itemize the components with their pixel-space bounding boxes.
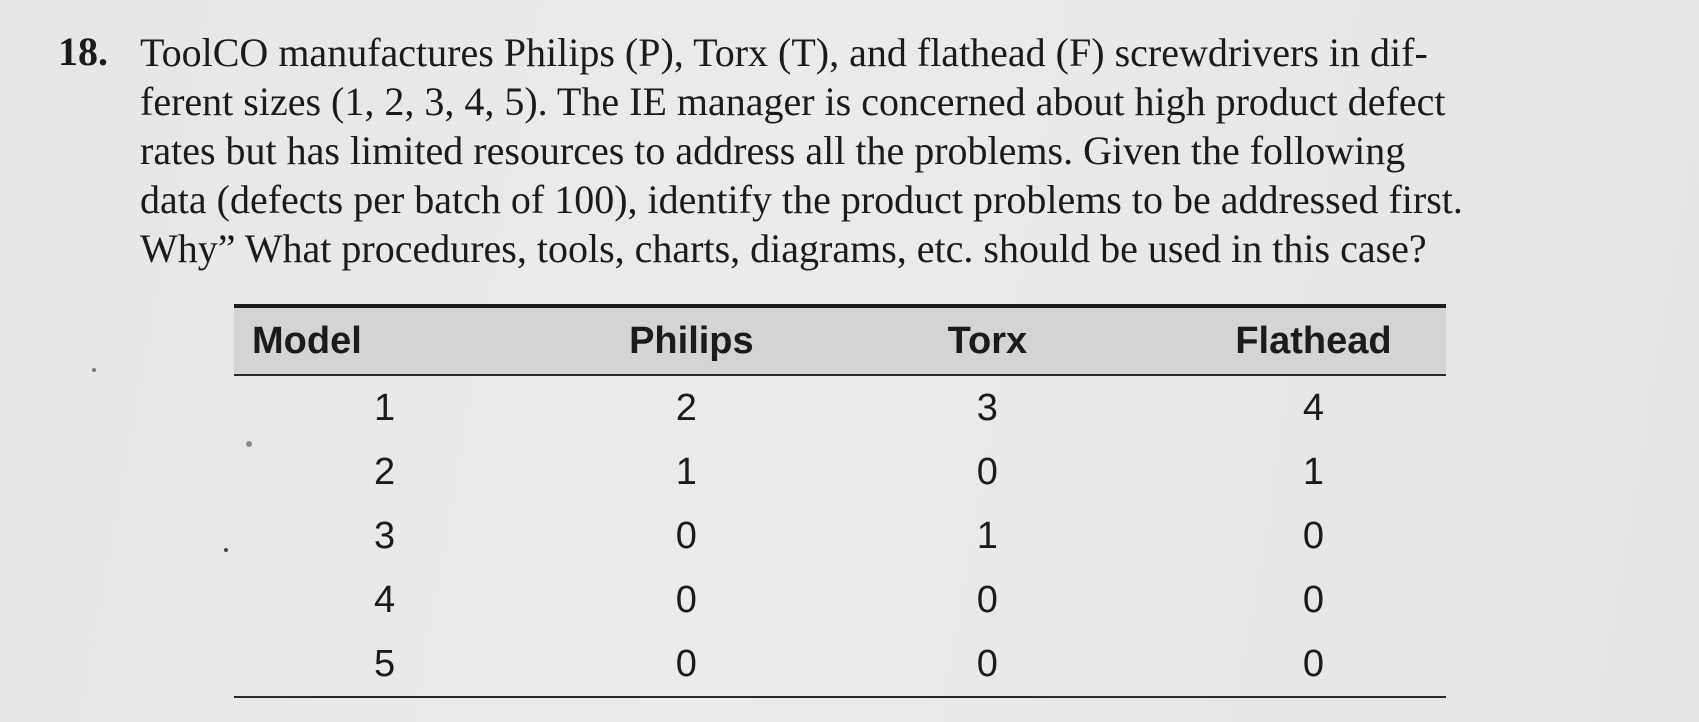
- paper-speck: [246, 441, 252, 447]
- problem-line-4: data (defects per batch of 100), identify the product problems to be addressed first.: [140, 177, 1463, 222]
- cell-flathead: 0: [1302, 514, 1324, 557]
- problem-line-3: rates but has limited resources to address all the problems. Given the following: [140, 128, 1406, 173]
- header-model: Model: [234, 306, 525, 375]
- cell-model: 1: [374, 386, 396, 429]
- table-row: [234, 375, 1446, 440]
- header-philips: Philips: [525, 306, 828, 375]
- cell-torx: 3: [976, 386, 998, 429]
- cell-torx: 0: [976, 450, 998, 493]
- cell-philips: 1: [675, 450, 697, 493]
- cell-torx: 1: [976, 514, 998, 557]
- paper-speck: [92, 368, 96, 372]
- header-torx: Torx: [828, 306, 1131, 375]
- table-header-row: [234, 306, 1446, 375]
- cell-flathead: 0: [1302, 578, 1324, 621]
- cell-model: 2: [374, 450, 396, 493]
- paper-speck: [224, 548, 228, 552]
- problem-number: 18.: [58, 29, 108, 74]
- table-row: [234, 504, 1446, 568]
- cell-torx: 0: [828, 632, 1131, 697]
- table-row: [234, 568, 1446, 632]
- cell-flathead: 4: [1302, 386, 1324, 429]
- problem-line-1: ToolCO manufactures Philips (P), Torx (T), and flathead (F) screwdrivers in dif-: [140, 30, 1428, 75]
- problem-statement: [140, 28, 1620, 273]
- cell-flathead: 0: [1131, 632, 1446, 697]
- cell-model: 4: [374, 578, 396, 621]
- cell-philips: 0: [675, 578, 697, 621]
- cell-philips: 2: [675, 386, 697, 429]
- problem-line-5: Why” What procedures, tools, charts, diagrams, etc. should be used in this case?: [140, 226, 1427, 271]
- problem-line-2: ferent sizes (1, 2, 3, 4, 5). The IE manager is concerned about high product defect: [140, 79, 1446, 124]
- header-flathead: Flathead: [1131, 306, 1446, 375]
- cell-model: 3: [374, 514, 396, 557]
- table-row: [234, 632, 1446, 697]
- cell-model: 5: [234, 632, 525, 697]
- cell-flathead: 1: [1302, 450, 1324, 493]
- cell-philips: 0: [675, 514, 697, 557]
- cell-philips: 0: [525, 632, 828, 697]
- table-row: [234, 440, 1446, 504]
- defects-table: [234, 304, 1446, 698]
- cell-torx: 0: [976, 578, 998, 621]
